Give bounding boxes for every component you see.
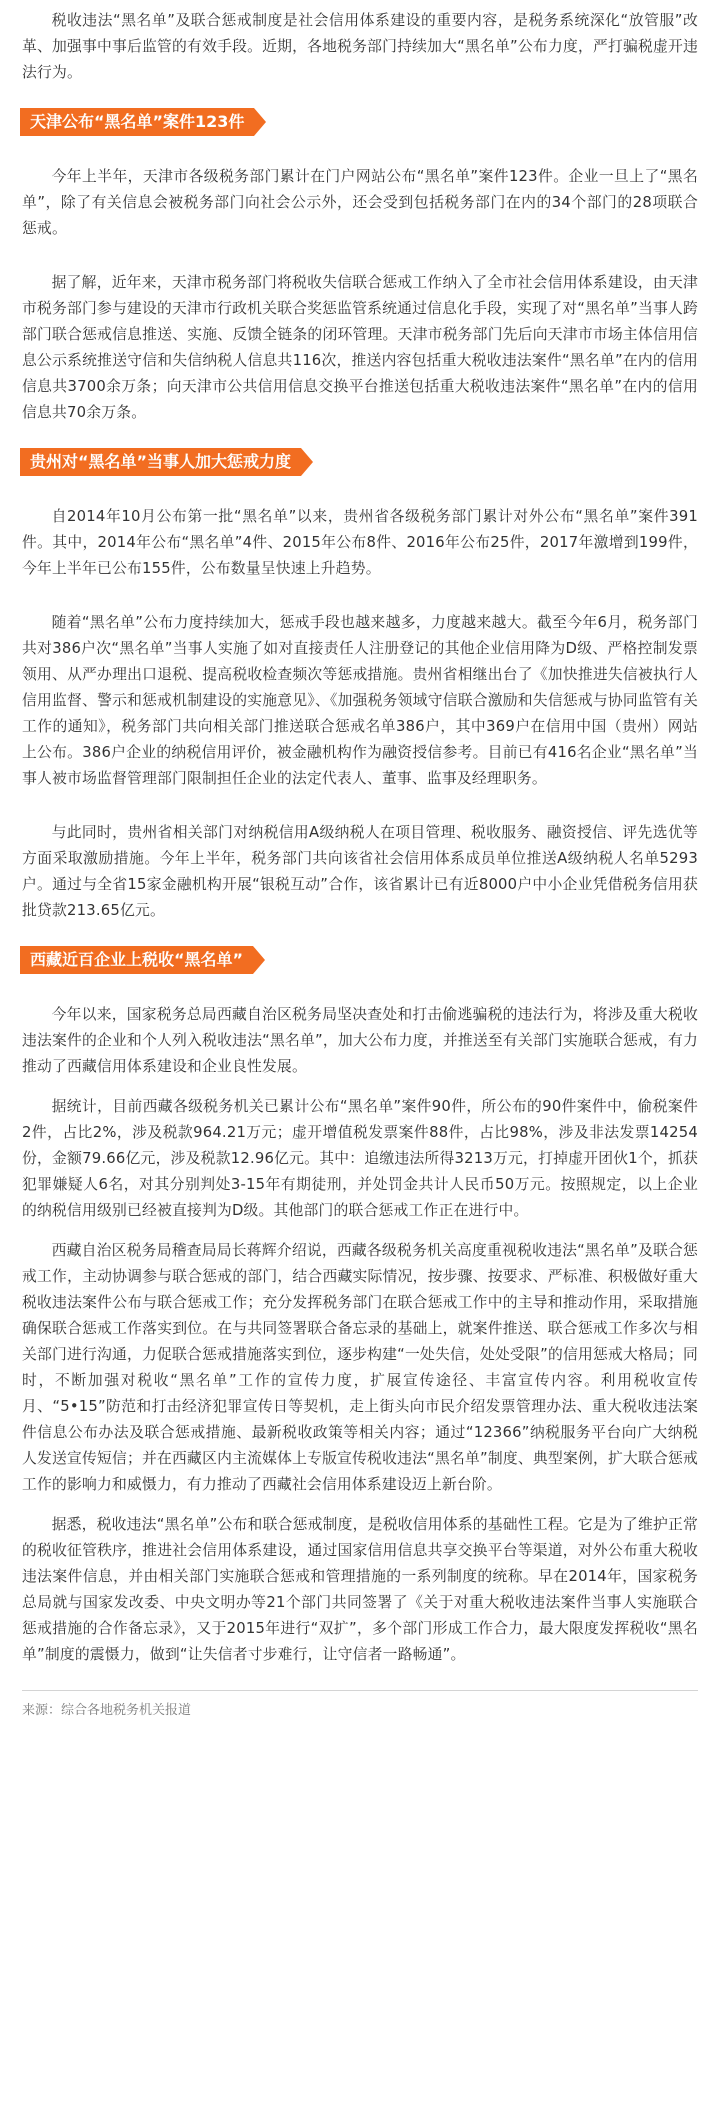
- section-heading-tibet: [20, 946, 698, 974]
- paragraph: 随着“黑名单”公布力度持续加大，惩戒手段也越来越多，力度越来越大。截至今年6月，税务部门共对386户次“黑名单”当事人实施了如对直接责任人注册登记的其他企业信用降为D级、严格控制发票领用、从严办理出口退税、提高税收检查频次等惩戒措施。贵州省相继出台了《加快推进失信被执行人信用监督、警示和惩戒机制建设的实施意见》、《加强税务领域守信联合激励和失信惩戒与协同监管有关工作的通知》，税务部门共向相关部门推送联合惩戒名单386户，其中369户在信用中国（贵州）网站上公布。386户企业的纳税信用评价，被金融机构作为融资授信参考。目前已有416名企业“黑名单”当事人被市场监督管理部门限制担任企业的法定代表人、董事、监事及经理职务。: [22, 614, 698, 787]
- section-heading-label: 贵州对“黑名单”当事人加大惩戒力度: [20, 448, 301, 476]
- paragraph: 今年以来，国家税务总局西藏自治区税务局坚决查处和打击偷逃骗税的违法行为，将涉及重大税收违法案件的企业和个人列入税收违法“黑名单”，加大公布力度，并推送至有关部门实施联合惩戒，有力推动了西藏信用体系建设和企业良性发展。: [22, 1006, 698, 1075]
- section-heading-label: 西藏近百企业上税收“黑名单”: [20, 946, 253, 974]
- paragraph: 据了解，近年来，天津市税务部门将税收失信联合惩戒工作纳入了全市社会信用体系建设，由天津市税务部门参与建设的天津市行政机关联合奖惩监管系统通过信息化手段，实现了对“黑名单”当事人跨部门联合惩戒信息推送、实施、反馈全链条的闭环管理。天津市税务部门先后向天津市市场主体信用信息公示系统推送守信和失信纳税人信息共116次，推送内容包括重大税收违法案件“黑名单”在内的信用信息共3700余万条；向天津市公共信用信息交换平台推送包括重大税收违法案件“黑名单”在内的信用信息共70余万条。: [22, 274, 698, 421]
- paragraph: 自2014年10月公布第一批“黑名单”以来，贵州省各级税务部门累计对外公布“黑名单”案件391件。其中，2014年公布“黑名单”4件、2015年公布8件、2016年公布25件，2017年激增到199件，今年上半年已公布155件，公布数量呈快速上升趋势。: [22, 508, 698, 577]
- paragraph: 西藏自治区税务局稽查局局长蒋辉介绍说，西藏各级税务机关高度重视税收违法“黑名单”及联合惩戒工作，主动协调参与联合惩戒的部门，结合西藏实际情况，按步骤、按要求、严标准、积极做好重大税收违法案件公布与联合惩戒工作；充分发挥税务部门在联合惩戒工作中的主导和推动作用，采取措施确保联合惩戒工作落实到位。在与共同签署联合备忘录的基础上，就案件推送、联合惩戒工作多次与相关部门进行沟通，力促联合惩戒措施落实到位，逐步构建“一处失信，处处受限”的信用惩戒大格局；同时，不断加强对税收“黑名单”工作的宣传力度，扩展宣传途径、丰富宣传内容。利用税收宣传月、“5•15”防范和打击经济犯罪宣传日等契机，走上街头向市民介绍发票管理办法、重大税收违法案件信息公布办法及联合惩戒措施、最新税收政策等相关内容；通过“12366”纳税服务平台向广大纳税人发送宣传短信；并在西藏区内主流媒体上专版宣传税收违法“黑名单”制度、典型案例，扩大联合惩戒工作的影响力和威慑力，有力推动了西藏社会信用体系建设迈上新台阶。: [22, 1242, 698, 1493]
- paragraph: 据统计，目前西藏各级税务机关已累计公布“黑名单”案件90件，所公布的90件案件中，偷税案件2件，占比2%，涉及税款964.21万元；虚开增值税发票案件88件，占比98%，涉及非法发票14254份，金额79.66亿元，涉及税款12.96亿元。其中：追缴违法所得3213万元，打掉虚开团伙1个，抓获犯罪嫌疑人6名，对其分别判处3-15年有期徒刑，并处罚金共计人民币50万元。按照规定，以上企业的纳税信用级别已经被直接判为D级。其他部门的联合惩戒工作正在进行中。: [22, 1098, 698, 1219]
- section-heading-guizhou: [20, 448, 698, 476]
- paragraph: 据悉，税收违法“黑名单”公布和联合惩戒制度，是税收信用体系的基础性工程。它是为了维护正常的税收征管秩序，推进社会信用体系建设，通过国家信用信息共享交换平台等渠道，对外公布重大税收违法案件信息，并由相关部门实施联合惩戒和管理措施的一系列制度的统称。早在2014年，国家税务总局就与国家发改委、中央文明办等21个部门共同签署了《关于对重大税收违法案件当事人实施联合惩戒措施的合作备忘录》，又于2015年进行“双扩”，多个部门形成工作合力，最大限度发挥税收“黑名单”制度的震慑力，做到“让失信者寸步难行，让守信者一路畅通”。: [22, 1516, 698, 1663]
- section-heading-tianjin: [20, 108, 698, 136]
- intro-paragraph: 税收违法“黑名单”及联合惩戒制度是社会信用体系建设的重要内容，是税务系统深化“放管服”改革、加强事中事后监管的有效手段。近期，各地税务部门持续加大“黑名单”公布力度，严打骗税虚开违法行为。: [22, 12, 698, 81]
- source-credit: 来源：综合各地税务机关报道: [22, 1703, 192, 1718]
- section-heading-label: 天津公布“黑名单”案件123件: [20, 108, 254, 136]
- paragraph: 与此同时，贵州省相关部门对纳税信用A级纳税人在项目管理、税收服务、融资授信、评先选优等方面采取激励措施。今年上半年，税务部门共向该省社会信用体系成员单位推送A级纳税人名单5293户。通过与全省15家金融机构开展“银税互动”合作，该省累计已有近8000户中小企业凭借税务信用获批贷款213.65亿元。: [22, 824, 698, 919]
- paragraph: 今年上半年，天津市各级税务部门累计在门户网站公布“黑名单”案件123件。企业一旦上了“黑名单”，除了有关信息会被税务部门向社会公示外，还会受到包括税务部门在内的34个部门的28项联合惩戒。: [22, 168, 698, 237]
- footer-divider: [22, 1690, 698, 1691]
